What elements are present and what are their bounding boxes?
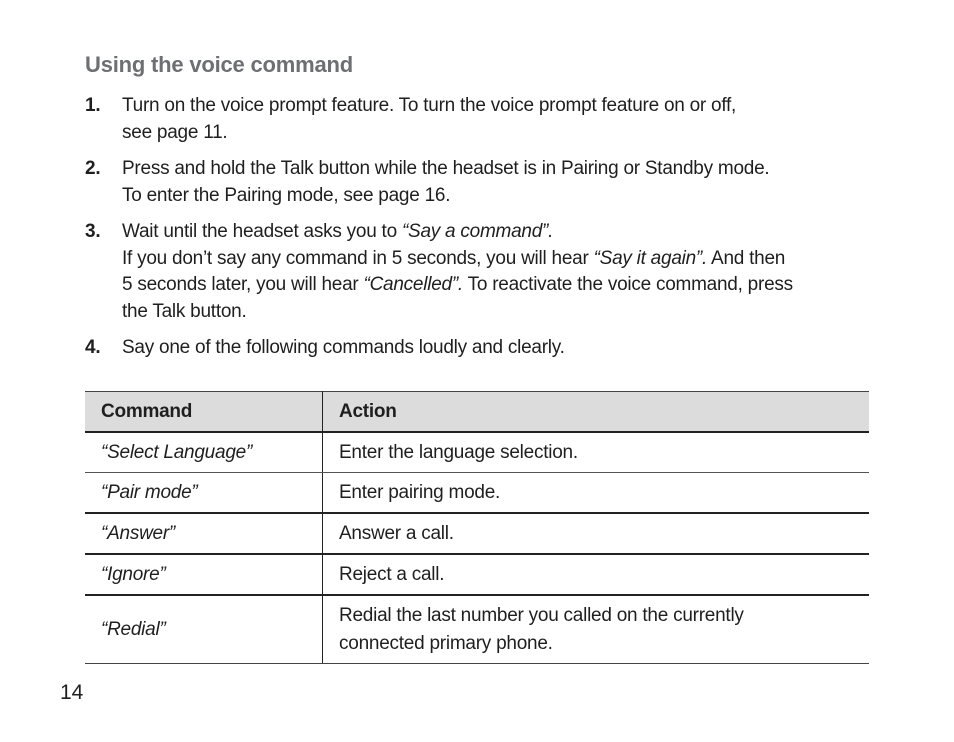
table-row xyxy=(85,432,869,473)
step-text-line: Turn on the voice prompt feature. To turn the voice prompt feature on or off, xyxy=(122,95,737,116)
command-cell: “Redial” xyxy=(85,595,323,664)
action-text-line: connected primary phone. xyxy=(339,632,553,654)
table-header-row xyxy=(85,392,869,433)
step-text: If you don’t say any command in 5 seconds, you will hear xyxy=(122,247,594,269)
header-command: Command xyxy=(85,392,323,433)
step-number: 2. xyxy=(85,158,101,179)
step-text: And then xyxy=(707,247,786,269)
step-text: To reactivate the voice command, press xyxy=(462,274,793,295)
step-text: Wait until the headset asks you to xyxy=(122,221,402,242)
command-cell: “Pair mode” xyxy=(85,473,323,514)
steps-list xyxy=(85,93,875,372)
step-text-line: Press and hold the Talk button while the headset is in Pairing or Standby mode. xyxy=(122,158,770,179)
table-row xyxy=(85,513,869,554)
step-number: 3. xyxy=(85,221,101,242)
step-text-line: see page 11. xyxy=(122,121,228,143)
step-4 xyxy=(85,335,875,362)
action-cell: Enter the language selection. xyxy=(323,432,870,473)
voice-command-table xyxy=(85,391,869,664)
header-action: Action xyxy=(323,392,870,433)
command-cell: “Answer” xyxy=(85,513,323,554)
step-text: 5 seconds later, you will hear xyxy=(122,274,364,295)
action-cell: Enter pairing mode. xyxy=(323,473,870,514)
step-text-line: the Talk button. xyxy=(122,300,247,322)
table-row xyxy=(85,595,869,664)
section-heading: Using the voice command xyxy=(85,52,354,77)
step-2 xyxy=(85,156,875,209)
quoted-prompt: “Say a command”. xyxy=(401,221,554,242)
step-text-line xyxy=(122,219,875,246)
step-text-line: To enter the Pairing mode, see page 16. xyxy=(122,184,451,206)
step-3 xyxy=(85,219,875,325)
step-text-line xyxy=(122,246,875,273)
table-row xyxy=(85,554,869,595)
step-number: 4. xyxy=(85,337,101,358)
action-cell: Answer a call. xyxy=(323,513,870,554)
step-text-line xyxy=(122,272,875,299)
action-cell xyxy=(323,595,870,664)
command-cell: “Ignore” xyxy=(85,554,323,595)
table-row xyxy=(85,473,869,514)
step-number: 1. xyxy=(85,95,101,116)
quoted-prompt: “Cancelled”. xyxy=(363,274,463,295)
action-cell: Reject a call. xyxy=(323,554,870,595)
page-number: 14 xyxy=(60,681,84,704)
step-1 xyxy=(85,93,875,146)
command-cell: “Select Language” xyxy=(85,432,323,473)
action-text-line: Redial the last number you called on the currently xyxy=(339,604,744,626)
quoted-prompt: “Say it again”. xyxy=(593,247,708,269)
step-text-line: Say one of the following commands loudly and clearly. xyxy=(122,337,565,358)
